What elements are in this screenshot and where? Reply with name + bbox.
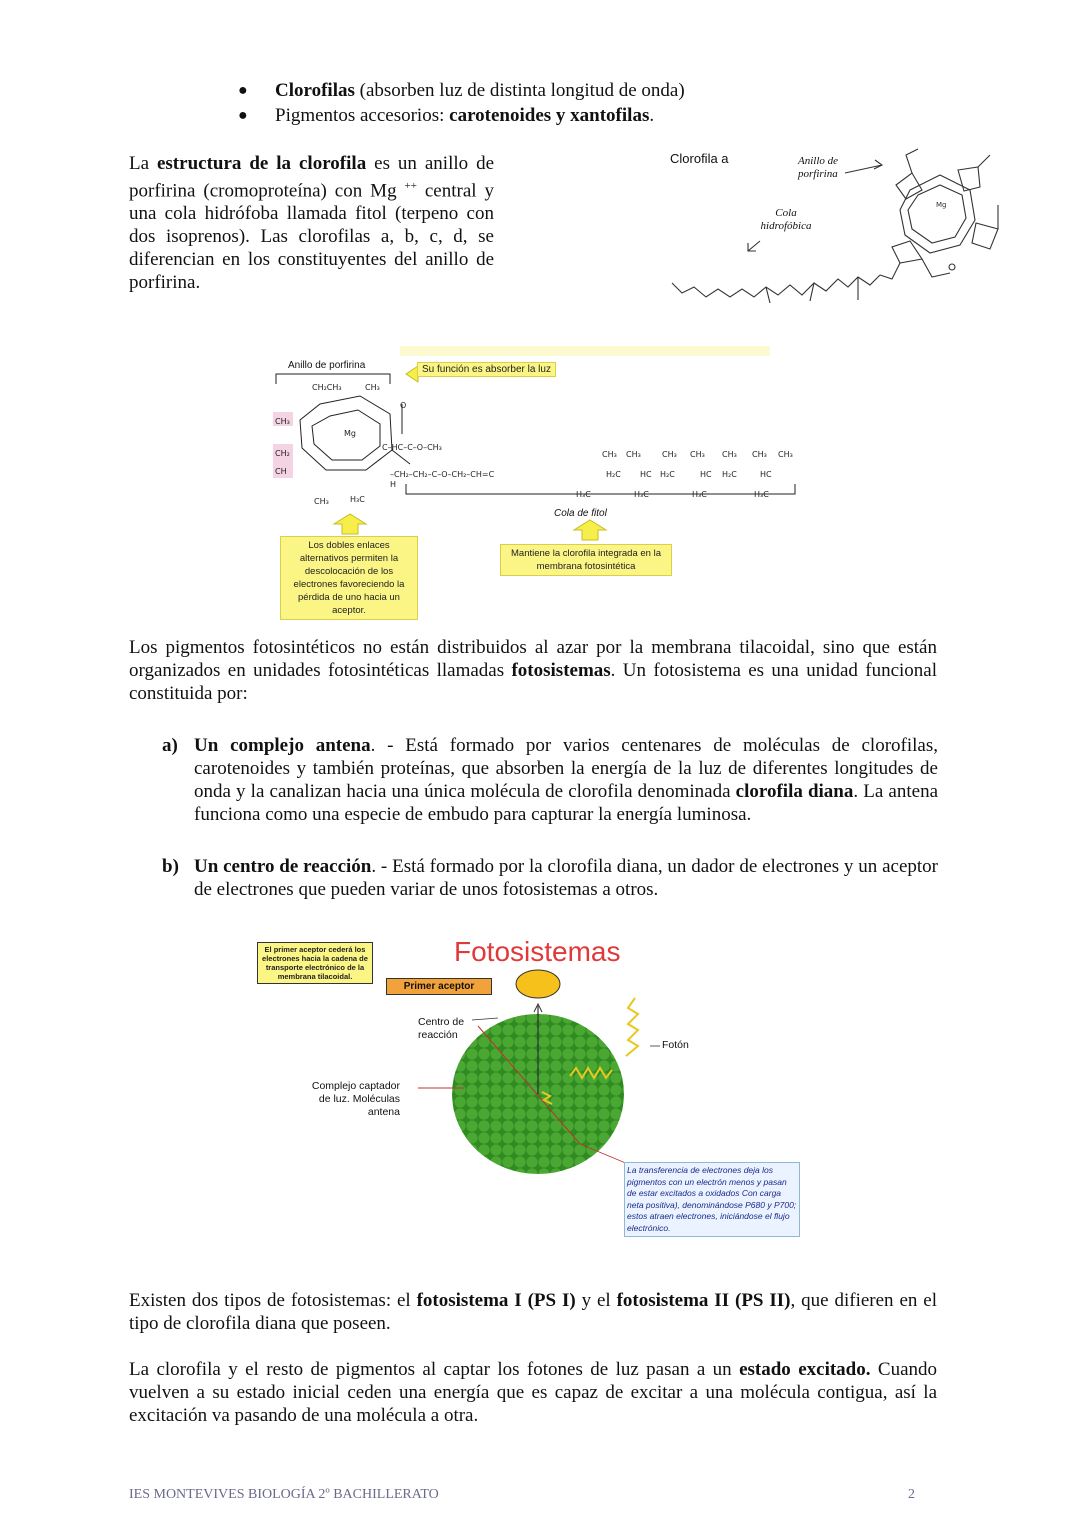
chlorophyll-a-skeletal-svg bbox=[660, 145, 1000, 315]
photosystem-figure bbox=[250, 928, 810, 1258]
list-item-reaction-center bbox=[162, 855, 938, 901]
pigment-bullet-list bbox=[238, 78, 685, 128]
text: . - Está formado por la clorofila diana, un dador de electrones y un aceptor de electrones que pueden variar de unos fotosistemas a otros. bbox=[194, 856, 938, 900]
formula-text: CH₃ bbox=[365, 383, 380, 392]
tail-label: Cola de fitol bbox=[554, 508, 607, 519]
chain-formula: –CH₂–CH₂–C–O–CH₂–CH=C bbox=[390, 470, 495, 479]
text: , que difieren en el tipo de clorofila diana que poseen. bbox=[129, 1290, 937, 1334]
formula-text: H₃C bbox=[634, 490, 649, 499]
text: La bbox=[129, 153, 157, 174]
list-label: b) bbox=[162, 856, 179, 877]
text: . - Está formado por varios centenares de moléculas de clorofilas, carotenoides y también proteínas, que absorben la energía de la luz de diferentes longitudes de onda y la canalizan hacia una única molécula de clorofila denominada bbox=[194, 735, 938, 802]
text: Los pigmentos fotosintéticos no están distribuidos al azar por la membrana tilacoidal, sino que están organizados en unidades fotosintéticas llamadas bbox=[129, 637, 937, 681]
bold-text: estado excitado. bbox=[739, 1359, 871, 1380]
text: . La antena funciona como una especie de embudo para capturar la energía luminosa. bbox=[194, 781, 939, 825]
formula-text: O bbox=[400, 401, 407, 410]
antenna-label: Complejo captador de luz. Moléculas antena bbox=[311, 1080, 400, 1118]
formula-text: H bbox=[390, 480, 397, 489]
bullet-text: Pigmentos accesorios: bbox=[275, 105, 450, 126]
formula-text: CH₃ bbox=[690, 450, 705, 459]
superscript: ++ bbox=[404, 180, 417, 192]
formula-text: HC bbox=[700, 470, 712, 479]
acceptor-ellipse bbox=[516, 970, 560, 998]
double-bonds-box: Los dobles enlaces alternativos permiten la descolocación de los electrones favoreciendo la pérdida de uno hacia un aceptor. bbox=[280, 536, 418, 620]
bullet-item bbox=[238, 103, 685, 128]
formula-text: CH₃ bbox=[722, 450, 737, 459]
text: La clorofila y el resto de pigmentos al captar los fotones de luz pasan a un bbox=[129, 1359, 740, 1380]
bullet-icon: ● bbox=[238, 107, 248, 124]
bullet-bold: carotenoides y xantofilas bbox=[449, 105, 650, 126]
formula-text: CH₂ bbox=[275, 449, 290, 458]
formula-text: CH₃ bbox=[752, 450, 767, 459]
figure-title: Fotosistemas bbox=[454, 936, 621, 967]
page-number: 2 bbox=[908, 1487, 915, 1502]
bullet-item bbox=[238, 78, 685, 103]
bold-text: Un complejo antena bbox=[194, 735, 371, 756]
formula-text: H₂C bbox=[660, 470, 675, 479]
bullet-bold: Clorofilas bbox=[275, 80, 355, 101]
chlorophyll-structure-diagram bbox=[270, 344, 810, 624]
photon-label: Fotón bbox=[662, 1039, 689, 1051]
list-label: a) bbox=[162, 735, 178, 756]
formula-text: H₃C bbox=[350, 495, 365, 504]
footer-school: IES MONTEVIVES BIOLOGÍA 2º BACHILLERATO bbox=[129, 1487, 439, 1502]
bold-text: estructura de la clorofila bbox=[156, 153, 367, 174]
text: Cuando vuelven a su estado inicial ceden una energía que es capaz de excitar a una molécula contigua, así la excitación va pasando de una molécula a otra. bbox=[129, 1359, 938, 1426]
reaction-center-label: Centro de reacción bbox=[418, 1016, 465, 1041]
transfer-note-box: La transferencia de electrones deja los pigmentos con un electrón menos y pasan de estar excitados a oxidados Con carga neta positiva), denominándose P680 y P700; estos atraen electrones, iniciándose el flujo electrónico. bbox=[624, 1162, 800, 1237]
formula-text: CH bbox=[275, 467, 287, 476]
formula-text: Mg bbox=[344, 429, 356, 438]
photosystem-types-paragraph bbox=[129, 1289, 937, 1335]
formula-text: CH₃ bbox=[626, 450, 641, 459]
formula-text: CH₃ bbox=[778, 450, 793, 459]
bold-text: clorofila diana bbox=[735, 781, 854, 802]
list-item-antenna bbox=[162, 734, 938, 826]
acceptor-note-box: El primer aceptor cederá los electrones hacia la cadena de transporte electrónico de la membrana tilacoidal. bbox=[257, 942, 373, 984]
formula-text: CH₂CH₃ bbox=[312, 383, 342, 392]
formula-text: CH₃ bbox=[275, 417, 290, 426]
formula-text: HC bbox=[640, 470, 652, 479]
formula-text: H₃C bbox=[754, 490, 769, 499]
tail-label: Cola hidrofóbica bbox=[760, 207, 812, 232]
text: . Un fotosistema es una unidad funcional constituida por: bbox=[129, 660, 937, 704]
formula-text: H₃C bbox=[576, 490, 591, 499]
text: central y una cola hidrófoba llamada fitol (terpeno con dos isoprenos). Las clorofilas a, b, c, d, se diferencian en los constituyentes del anillo de porfirina. bbox=[129, 180, 495, 294]
formula-text: H₂C bbox=[722, 470, 737, 479]
formula-text: C–HC–C–O–CH₃ bbox=[382, 443, 442, 452]
mg-label: Mg bbox=[936, 201, 947, 209]
text: y el bbox=[575, 1290, 617, 1311]
bold-text: fotosistema II (PS II) bbox=[616, 1290, 791, 1311]
excited-state-paragraph bbox=[129, 1358, 937, 1427]
formula-text: CH₃ bbox=[314, 497, 329, 506]
figure-title: Clorofila a bbox=[670, 151, 729, 166]
formula-text: H₃C bbox=[692, 490, 707, 499]
bullet-icon: ● bbox=[238, 82, 248, 99]
photosystem-paragraph bbox=[129, 636, 937, 705]
formula-text: H₂C bbox=[606, 470, 621, 479]
formula-text: HC bbox=[760, 470, 772, 479]
first-acceptor-label: Primer aceptor bbox=[386, 978, 492, 995]
membrane-box: Mantiene la clorofila integrada en la membrana fotosintética bbox=[500, 544, 672, 576]
bold-text: fotosistema I (PS I) bbox=[416, 1290, 576, 1311]
bullet-text: (absorben luz de distinta longitud de onda) bbox=[354, 80, 685, 101]
formula-text: CH₃ bbox=[662, 450, 677, 459]
bullet-text: . bbox=[649, 105, 655, 126]
chlorophyll-structure-paragraph bbox=[129, 152, 494, 294]
chlorophyll-a-figure bbox=[660, 145, 1000, 315]
text: Existen dos tipos de fotosistemas: el bbox=[129, 1290, 417, 1311]
bold-text: Un centro de reacción bbox=[194, 856, 372, 877]
formula-text: CH₃ bbox=[602, 450, 617, 459]
ring-label: Anillo de porfirina bbox=[798, 155, 839, 180]
ring-label: Anillo de porfirina bbox=[288, 360, 366, 371]
text: es un anillo de porfirina (cromoproteína) con Mg bbox=[129, 153, 494, 202]
bold-text: fotosistemas bbox=[511, 660, 611, 681]
function-box: Su función es absorber la luz bbox=[417, 362, 556, 377]
